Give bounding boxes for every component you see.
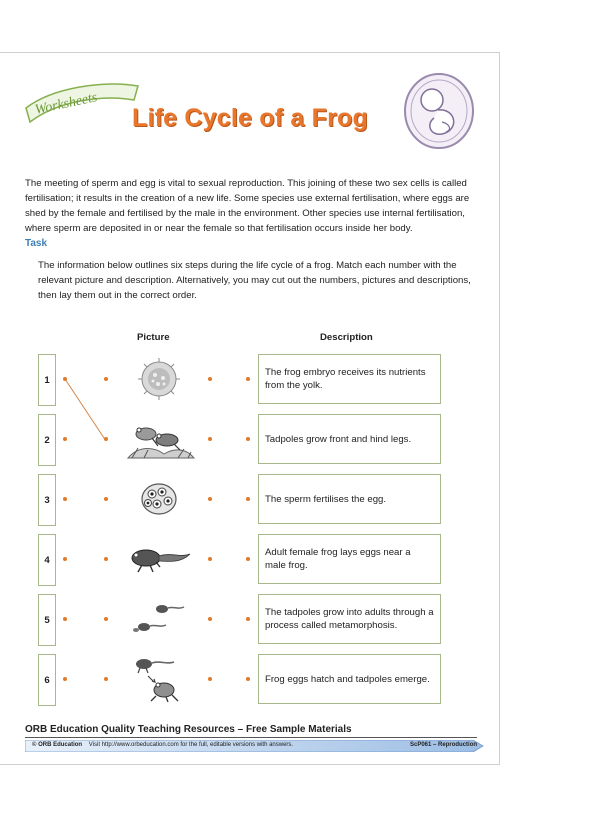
tadpole-with-legs-icon — [122, 534, 197, 584]
number-dot[interactable] — [63, 377, 67, 381]
picture-dot-left[interactable] — [104, 497, 108, 501]
picture-dot-right[interactable] — [208, 377, 212, 381]
description-text: The tadpoles grow into adults through a process called metamorphosis. — [265, 607, 434, 631]
embryo-icon — [398, 70, 480, 152]
footer-title: ORB Education Quality Teaching Resources – Free Sample Materials — [25, 724, 352, 735]
table-row — [0, 354, 500, 406]
footer-divider — [25, 737, 477, 738]
description-box[interactable] — [258, 594, 441, 644]
number-box[interactable]: 6 — [38, 654, 56, 706]
footer-code: ScP061 – Reproduction — [410, 742, 478, 748]
description-dot[interactable] — [246, 437, 250, 441]
picture-dot-left[interactable] — [104, 677, 108, 681]
picture-dot-left[interactable] — [104, 617, 108, 621]
description-dot[interactable] — [246, 617, 250, 621]
number-box[interactable]: 4 — [38, 534, 56, 586]
picture-dot-left[interactable] — [104, 557, 108, 561]
number-box[interactable]: 2 — [38, 414, 56, 466]
number-dot[interactable] — [63, 617, 67, 621]
banner-label: Worksheets — [33, 90, 99, 118]
table-row — [0, 654, 500, 706]
description-text: Tadpoles grow front and hind legs. — [265, 433, 412, 445]
description-box[interactable] — [258, 534, 441, 584]
picture-dot-right[interactable] — [208, 437, 212, 441]
frog-egg-icon — [122, 354, 197, 404]
number-box[interactable]: 5 — [38, 594, 56, 646]
picture-column-header: Picture — [137, 332, 170, 343]
description-box[interactable] — [258, 354, 441, 404]
task-heading: Task — [25, 238, 48, 249]
number-dot[interactable] — [63, 437, 67, 441]
table-row — [0, 594, 500, 646]
description-dot[interactable] — [246, 677, 250, 681]
footer-text — [32, 741, 293, 749]
table-row — [0, 534, 500, 586]
description-column-header: Description — [320, 332, 373, 343]
number-box[interactable]: 3 — [38, 474, 56, 526]
footer-copyright: © ORB Education — [32, 742, 83, 748]
footer-visit-link[interactable]: Visit http://www.orbeducation.com for the full, editable versions with answers. — [88, 742, 294, 748]
table-row — [0, 414, 500, 466]
description-box[interactable] — [258, 414, 441, 464]
picture-dot-right[interactable] — [208, 557, 212, 561]
description-dot[interactable] — [246, 557, 250, 561]
description-text: The frog embryo receives its nutrients from the yolk. — [265, 367, 426, 391]
description-dot[interactable] — [246, 497, 250, 501]
description-box[interactable] — [258, 474, 441, 524]
description-dot[interactable] — [246, 377, 250, 381]
description-text: The sperm fertilises the egg. — [265, 493, 387, 505]
task-instructions: The information below outlines six steps during the life cycle of a frog. Match each number with the relevant picture and description. Alternatively, you may cut out the numbers, pictures and descriptions, then lay them out in the correct order. — [38, 260, 471, 301]
picture-dot-right[interactable] — [208, 677, 212, 681]
description-box[interactable] — [258, 654, 441, 704]
table-row — [0, 474, 500, 526]
number-dot[interactable] — [63, 497, 67, 501]
page-title: Life Cycle of a Frog — [132, 104, 368, 132]
picture-dot-left[interactable] — [104, 377, 108, 381]
number-dot[interactable] — [63, 557, 67, 561]
picture-dot-right[interactable] — [208, 497, 212, 501]
description-text: Frog eggs hatch and tadpoles emerge. — [265, 673, 430, 685]
number-dot[interactable] — [63, 677, 67, 681]
picture-dot-right[interactable] — [208, 617, 212, 621]
adult-frogs-icon — [122, 414, 197, 464]
description-text: Adult female frog lays eggs near a male frog. — [265, 547, 411, 571]
intro-paragraph: The meeting of sperm and egg is vital to sexual reproduction. This joining of these two sex cells is called fertilisation; it results in the creation of a new life. Some species use external fertilisation, where eggs are shed by the female and fertilised by the male in the environment. Other species use internal fertilisation, where sperm are deposited in or near the female so that fertilisation occurs inside her body. — [25, 178, 470, 234]
tadpoles-icon — [122, 594, 197, 644]
tadpole-to-froglet-icon — [122, 654, 197, 704]
frogspawn-icon — [122, 474, 197, 524]
number-box[interactable]: 1 — [38, 354, 56, 406]
picture-dot-left[interactable] — [104, 437, 108, 441]
